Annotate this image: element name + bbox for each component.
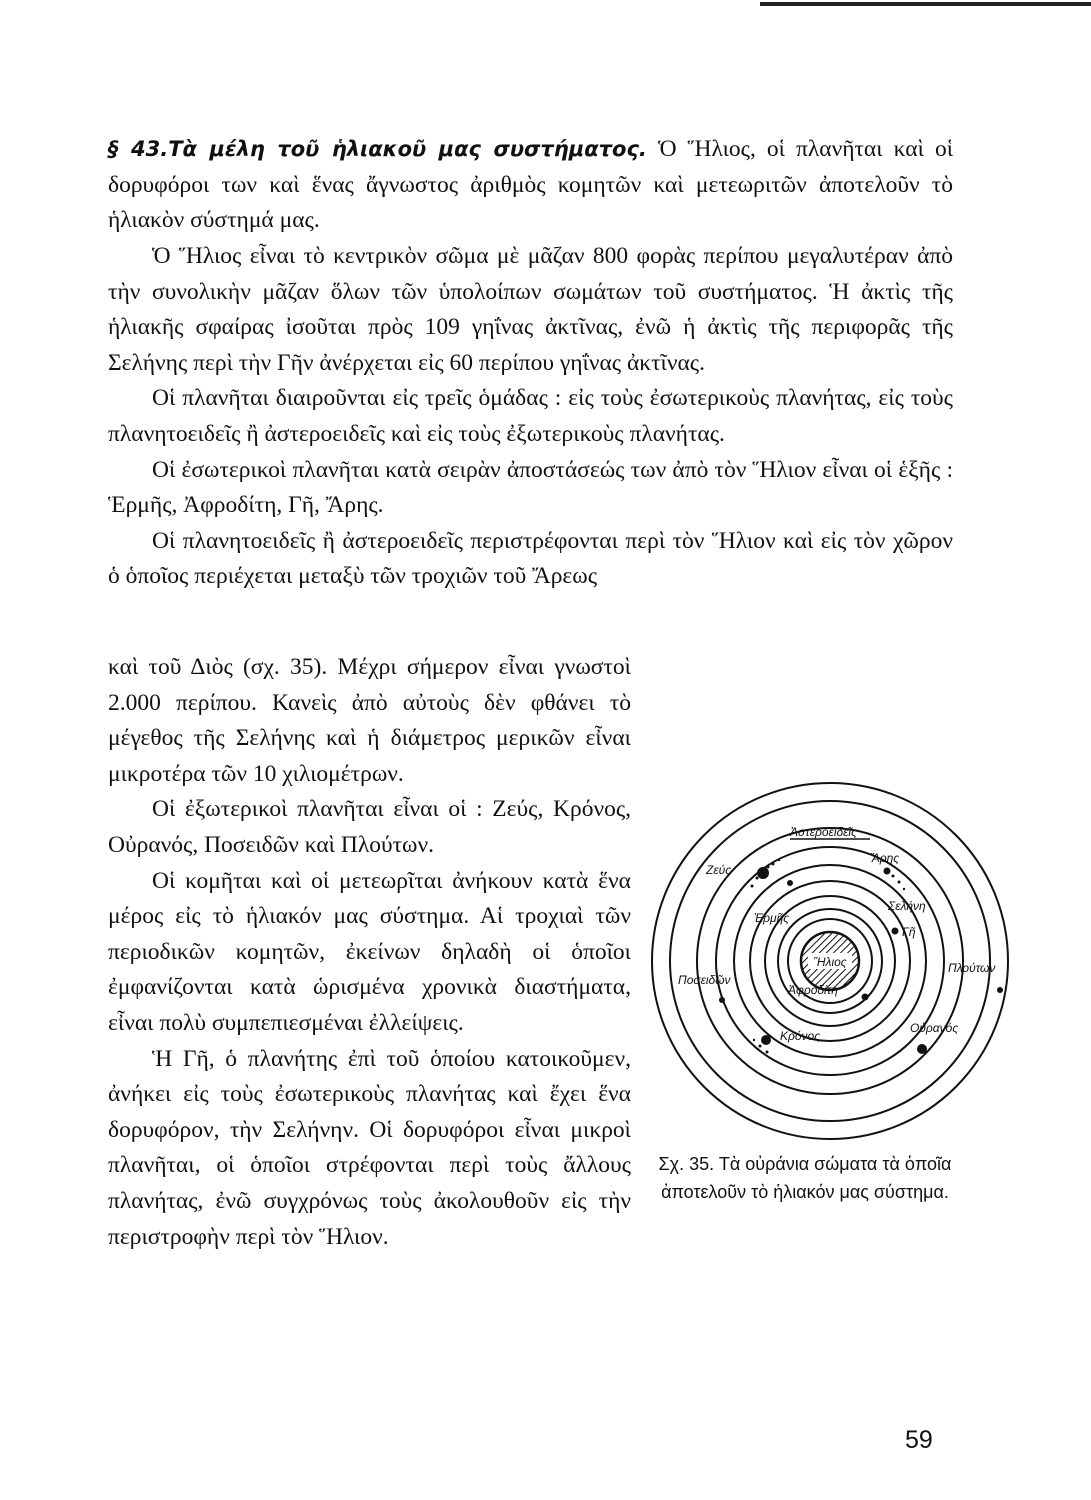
paragraph-planet-groups: Οἱ πλανῆται διαιροῦνται εἰς τρεῖς ὁμάδας : εἰς τοὺς ἐσωτερικοὺς πλανήτας, εἰς τοὺς πλανητοειδεῖς ἢ ἀστεροειδεῖς καὶ εἰς τοὺς ἐξωτερικοὺς πλανήτας. [108, 385, 953, 447]
asteroids-label: Ἀστεροειδεῖς [790, 825, 857, 839]
narrow-column-paragraphs [108, 650, 631, 1255]
aphrodite-planet-icon [862, 994, 869, 1001]
uranus-label: Οὐρανός [910, 1021, 959, 1035]
earth-label: Γῆ [902, 925, 916, 939]
zeus-planet-icon [757, 867, 769, 879]
sun-label: Ἥλιος [813, 955, 847, 969]
moon-label: Σελήνη [888, 899, 926, 913]
aphrodite-label: Ἀφροδίτη [788, 983, 838, 997]
hermes-label: Ἑρμῆς [754, 911, 790, 925]
section-mark: § 43. [108, 137, 169, 161]
page-number: 59 [905, 1426, 933, 1454]
paragraph-comets: Οἱ κομῆται καὶ οἱ μετεωρῖται ἀνήκουν κατὰ ἕνα μέρος εἰς τὸ ἡλιακόν μας σύστημα. Αἱ τροχιαὶ τῶν περιοδικῶν κομητῶν, ἐκείνων δηλαδὴ οἱ ὁποῖοι ἐμφανίζονται κατὰ ὡρισμένα χρονικὰ διαστήματα, εἶναι πολὺ συμπεπιεσμέναι ἐλλείψεις. [108, 867, 631, 1036]
paragraph-outer-planets: Οἱ ἐξωτερικοὶ πλανῆται εἶναι οἱ : Ζεύς, Κρόνος, Οὐρανός, Ποσειδῶν καὶ Πλούτων. [108, 796, 631, 858]
earth-planet-icon [892, 928, 899, 935]
figure-caption: Σχ. 35. Τὰ οὐράνια σώματα τὰ ὁποῖα ἀποτελοῦν τὸ ἡλιακόν μας σύστημα. [658, 1154, 952, 1202]
ares-label: Ἄρης [870, 851, 900, 865]
paragraph-asteroids-start: Οἱ πλανητοειδεῖς ἢ ἀστεροειδεῖς περιστρέφονται περὶ τὸν Ἥλιον καὶ εἰς τὸν χῶρον ὁ ὁποῖος περιέχεται μεταξὺ τῶν τροχιῶν τοῦ Ἄρεως [108, 527, 953, 590]
section-header-block [108, 132, 953, 239]
ares-planet-icon [884, 868, 891, 875]
section-title: Τὰ μέλη τοῦ ἡλιακοῦ μας συστήματος. [168, 137, 647, 161]
top-border-line [760, 2, 1091, 6]
section-intro [108, 132, 953, 239]
section-intro-text: Ὁ Ἥλιος, οἱ πλανῆται καὶ οἱ δορυφόροι των καὶ ἕνας ἄγνωστος ἀριθμὸς κομητῶν καὶ μετεωριτῶν ἀποτελοῦν τὸ ἡλιακὸν σύστημά μας. [108, 136, 954, 234]
zeus-label: Ζεύς [706, 863, 732, 877]
paragraph-asteroids-continued: καὶ τοῦ Διὸς (σχ. 35). Μέχρι σήμερον εἶναι γνωστοὶ 2.000 περίπου. Κανεὶς ἀπὸ αὐτοὺς δὲν φθάνει τὸ μέγεθος τῆς Σελήνης καὶ ἡ διάμετρος μερικῶν εἶναι μικροτέρα τῶν 10 χιλιομέτρων. [108, 654, 631, 787]
pluto-planet-icon [997, 987, 1003, 993]
kronos-label: Κρόνος [780, 1029, 821, 1043]
paragraph-inner-planets: Οἱ ἐσωτερικοὶ πλανῆται κατὰ σειρὰν ἀποστάσεώς των ἀπὸ τὸν Ἥλιον εἶναι οἱ ἑξῆς : Ἑρμῆς, Ἀφροδίτη, Γῆ, Ἄρης. [108, 456, 953, 519]
full-width-paragraphs [108, 239, 953, 595]
poseidon-label: Ποσειδῶν [678, 973, 731, 987]
uranus-planet-icon [917, 1044, 927, 1054]
poseidon-planet-icon [719, 997, 725, 1003]
paragraph-sun: Ὁ Ἥλιος εἶναι τὸ κεντρικὸν σῶμα μὲ μᾶζαν 800 φορὰς περίπου μεγαλυτέραν ἀπὸ τὴν συνολικὴν μᾶζαν ὅλων τῶν ὑπολοίπων σωμάτων τοῦ συστήματος. Ἡ ἀκτὶς τῆς ἡλιακῆς σφαίρας ἰσοῦται πρὸς 109 γηΐνας ἀκτῖνας, ἐνῶ ἡ ἀκτὶς τῆς περιφορᾶς τῆς Σελήνης περὶ τὴν Γῆν ἀνέρχεται εἰς 60 περίπου γηΐνας ἀκτῖνας. [108, 243, 953, 376]
solar-system-diagram [640, 778, 1020, 1158]
paragraph-earth: Ἡ Γῆ, ὁ πλανήτης ἐπὶ τοῦ ὁποίου κατοικοῦμεν, ἀνήκει εἰς τοὺς ἐσωτερικοὺς πλανήτας καὶ ἔχει ἕνα δορυφόρον, τὴν Σελήνην. Οἱ δορυφόροι εἶναι μικροὶ πλανῆται, οἱ ὁποῖοι στρέφονται περὶ τοὺς ἄλλους πλανήτας, ἐνῶ συγχρόνως τοὺς ἀκολουθοῦν εἰς τὴν περιστροφὴν περὶ τὸν Ἥλιον. [108, 1045, 631, 1250]
pluto-label: Πλούτων [948, 961, 996, 975]
hermes-planet-icon [787, 880, 793, 886]
kronos-planet-icon [761, 1035, 771, 1045]
